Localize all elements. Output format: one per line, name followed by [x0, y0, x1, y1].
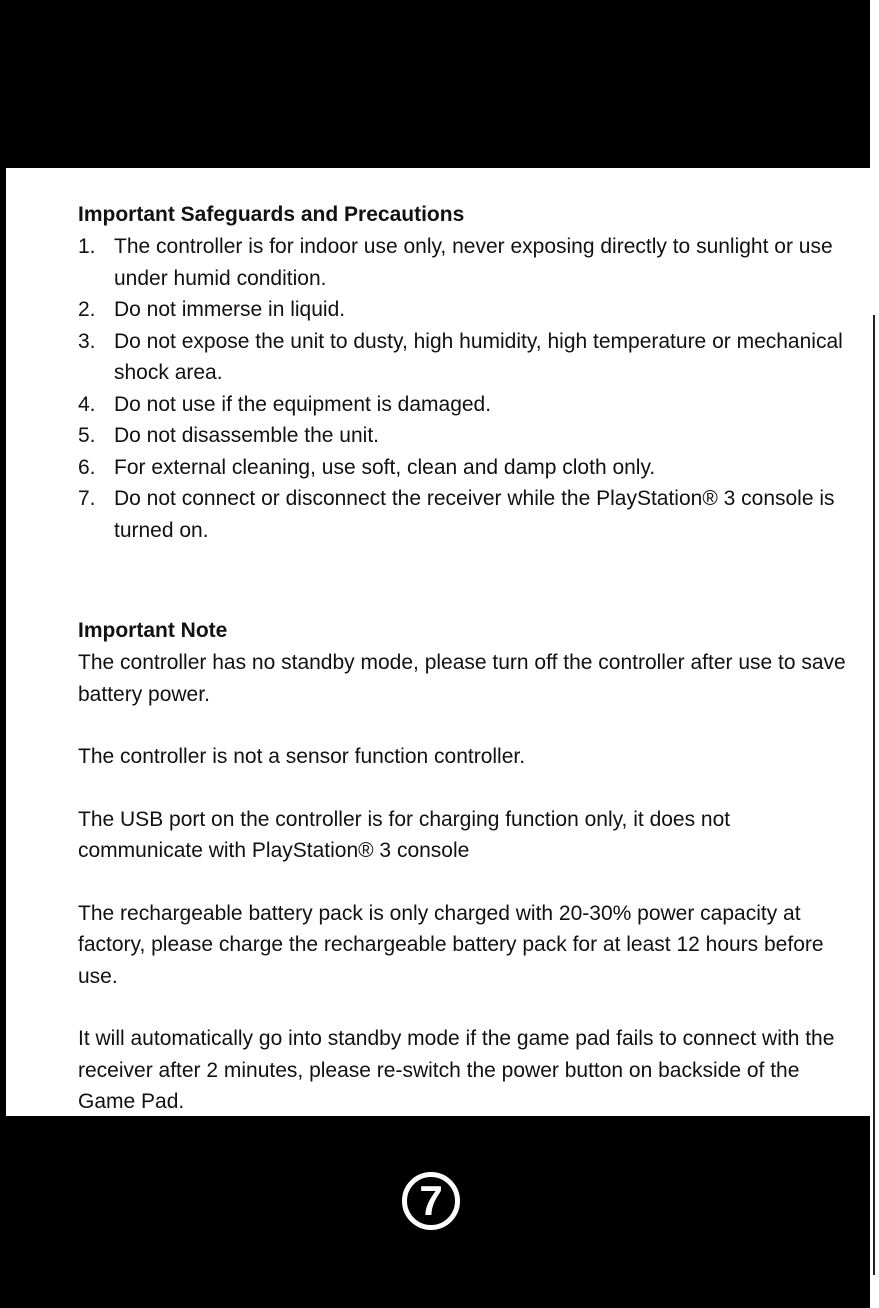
- list-item-number: 5.: [78, 424, 96, 447]
- list-item-number: 3.: [78, 329, 96, 353]
- note-paragraph: The USB port on the controller is for charging function only, it does not communicate with PlayStation® 3 console: [78, 807, 731, 862]
- list-item-number: 4.: [78, 392, 96, 416]
- list-item: [78, 420, 858, 452]
- list-item-text: Do not connect or disconnect the receiver while the PlayStation® 3 console is turned on.: [114, 487, 835, 542]
- note-paragraph: It will automatically go into standby mode if the game pad fails to connect with the receiver after 2 minutes, please re-switch the power button on backside of the Game Pad.: [78, 1027, 835, 1113]
- safeguards-list: [78, 231, 858, 546]
- note-paragraph: The controller has no standby mode, please turn off the controller after use to save battery power.: [78, 651, 846, 706]
- note-title: Important Note: [78, 619, 228, 642]
- header-bar: [6, 0, 870, 168]
- list-item: [78, 483, 858, 546]
- list-item: [78, 231, 858, 294]
- right-edge-rule: [873, 315, 875, 1275]
- list-item-text: Do not expose the unit to dusty, high humidity, high temperature or mechanical shock area.: [114, 329, 843, 384]
- page-content: [78, 198, 858, 1149]
- list-item-number: 6.: [78, 455, 96, 479]
- safeguards-title: Important Safeguards and Precautions: [78, 203, 465, 226]
- list-item-number: 2.: [78, 298, 96, 321]
- list-item-text: Do not disassemble the unit.: [114, 424, 379, 447]
- note-paragraph: The controller is not a sensor function controller.: [78, 745, 526, 768]
- list-item-text: Do not immerse in liquid.: [114, 298, 346, 321]
- page-number-badge: 7: [402, 1172, 460, 1230]
- list-item: [78, 294, 858, 326]
- list-item: [78, 389, 858, 421]
- list-item-text: The controller is for indoor use only, never exposing directly to sunlight or use under humid condition.: [114, 235, 833, 290]
- list-item: [78, 326, 858, 389]
- list-item-text: Do not use if the equipment is damaged.: [114, 392, 492, 416]
- list-item-number: 7.: [78, 487, 96, 510]
- list-item: [78, 452, 858, 484]
- note-section: [78, 614, 858, 1118]
- list-item-number: 1.: [78, 235, 96, 258]
- list-item-text: For external cleaning, use soft, clean and damp cloth only.: [114, 455, 656, 479]
- note-paragraph: The rechargeable battery pack is only charged with 20-30% power capacity at factory, please charge the rechargeable battery pack for at least 12 hours before use.: [78, 901, 824, 988]
